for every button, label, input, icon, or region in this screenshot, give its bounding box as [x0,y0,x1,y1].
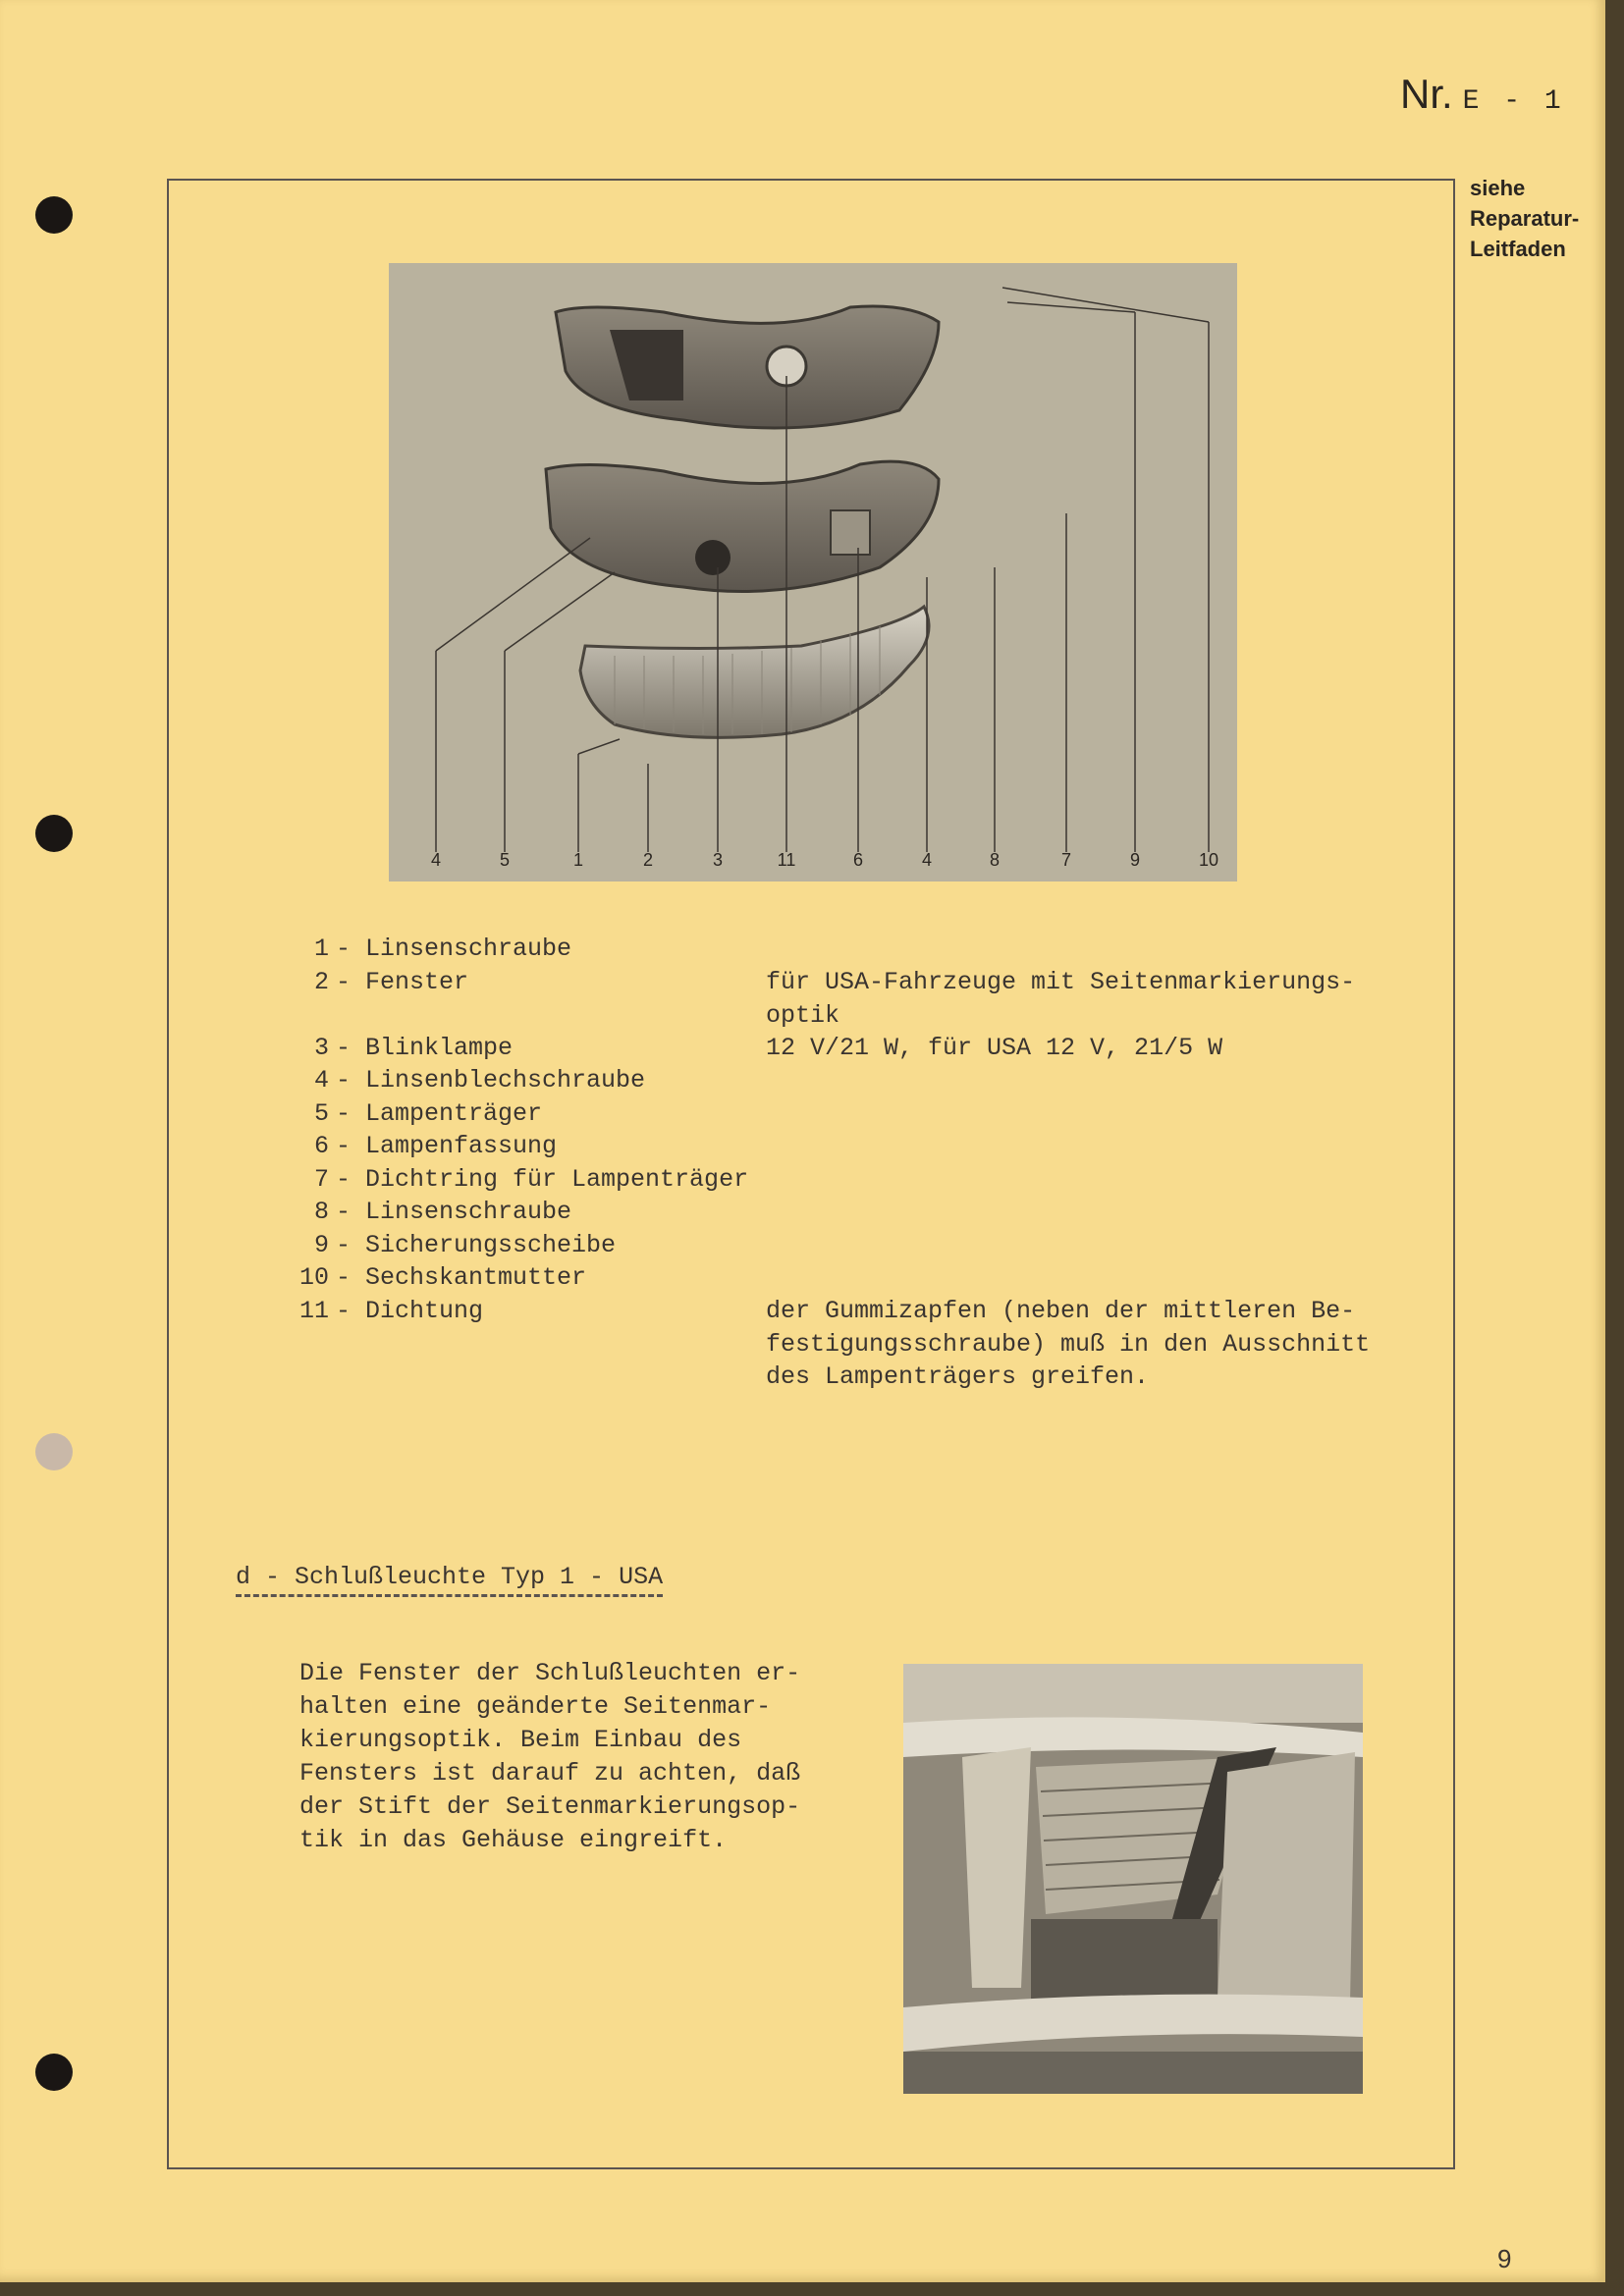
section-body [299,1657,800,1857]
note-line: der Gummizapfen (neben der mittleren Be- [766,1297,1356,1325]
legend-text: - Lampenfassung [336,1132,558,1160]
legend-text: - Dichtung [336,1296,484,1325]
note-line: festigungsschraube) muß in den Ausschnitt [766,1329,1371,1359]
callout-number: 6 [852,850,864,870]
legend-text: - Lampenträger [336,1098,543,1128]
side-note-line: Reparatur- [1470,206,1580,231]
body-line: kierungsoptik. Beim Einbau des [299,1726,742,1754]
callout-number: 4 [430,850,442,870]
legend-num: 2 [313,967,329,996]
note-line: optik [766,1000,840,1030]
callout-number: 3 [712,850,724,870]
body-line: Die Fenster der Schlußleuchten er- [299,1659,801,1687]
legend-num: 10 [298,1263,329,1292]
body-line: halten eine geänderte Seitenmar- [299,1692,772,1721]
legend-text: - Sicherungsscheibe [336,1230,617,1259]
legend-text: - Sechskantmutter [336,1263,587,1292]
callout-number: 10 [1198,850,1219,870]
legend-text: - Dichtring für Lampenträger [336,1164,749,1194]
side-note-line: siehe [1470,176,1526,200]
legend-text: - Blinklampe [336,1033,514,1062]
callout-number: 9 [1129,850,1141,870]
callout-number: 11 [777,850,796,870]
body-line: tik in das Gehäuse eingreift. [299,1826,728,1854]
legend-num: 11 [298,1296,329,1325]
document-number [1400,71,1565,118]
tail-light-exploded-photo [389,263,1237,881]
punch-hole [35,1433,73,1470]
legend-text: - Linsenblechschraube [336,1066,646,1095]
side-note [1470,173,1597,264]
legend-text: - Linsenschraube [336,934,572,963]
body-line: der Stift der Seitenmarkierungsop- [299,1792,801,1821]
note-line: 12 V/21 W, für USA 12 V, 21/5 W [766,1034,1223,1062]
legend-num: 9 [313,1230,329,1259]
callout-number: 1 [572,850,584,870]
callout-number: 8 [989,850,1001,870]
legend-num: 3 [313,1033,329,1062]
punch-hole [35,2054,73,2091]
note-dichtung [766,1295,1370,1394]
legend-text: - Fenster [336,967,469,996]
page-number: 9 [1497,2244,1512,2273]
note-line: für USA-Fahrzeuge mit Seitenmarkierungs- [766,968,1356,996]
callout-number: 7 [1060,850,1072,870]
punch-hole [35,196,73,234]
tail-light-usa-photo [903,1664,1363,2094]
punch-hole [35,815,73,852]
callout-numbers [389,844,1237,880]
legend-num: 4 [313,1066,329,1095]
legend-text: - Linsenschraube [336,1198,572,1226]
note-blinklampe [766,1032,1222,1065]
side-note-line: Leitfaden [1470,237,1566,261]
callout-number: 5 [499,850,511,870]
legend-num: 5 [313,1098,329,1128]
body-line: Fensters ist darauf zu achten, daß [299,1759,801,1788]
nr-label: Nr. [1400,71,1453,117]
doc-code: E - 1 [1462,86,1565,117]
section-title: d - Schlußleuchte Typ 1 - USA [236,1561,663,1597]
note-line: des Lampenträgers greifen. [766,1362,1150,1391]
callout-number: 4 [921,850,933,870]
legend-num: 7 [313,1164,329,1194]
legend-num: 1 [313,934,329,963]
legend-num: 6 [313,1132,329,1160]
legend-num: 8 [313,1198,329,1226]
callout-number: 2 [642,850,654,870]
note-fenster [766,966,1355,1032]
